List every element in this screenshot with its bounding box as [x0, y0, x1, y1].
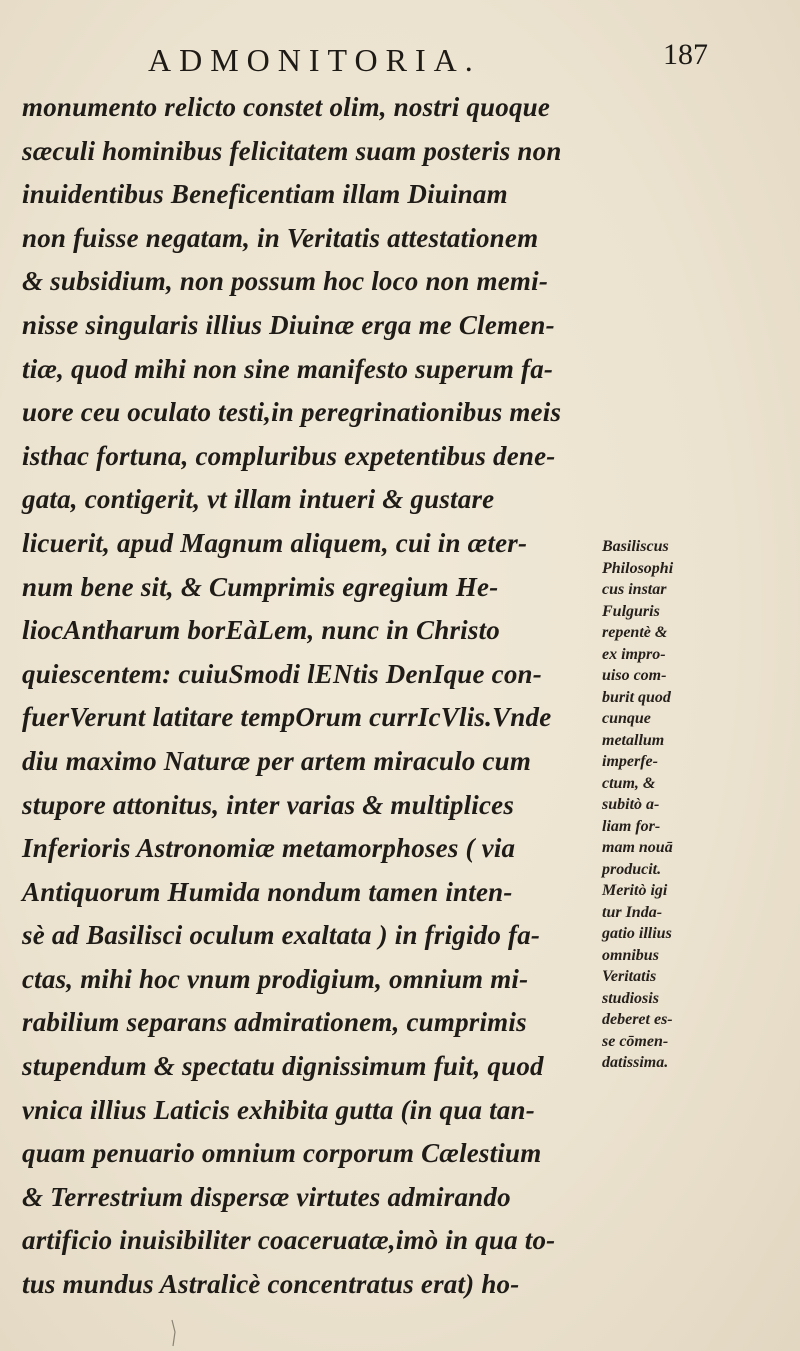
margin-line: uiso com- — [602, 667, 667, 684]
text-line: fuerVerunt latitare tempOrum currIcVlis.Vnde — [22, 702, 552, 733]
margin-line: deberet es- — [602, 1011, 673, 1028]
text-line: diu maximo Naturæ per artem miraculo cum — [22, 745, 532, 776]
margin-line: studiosis — [602, 989, 659, 1007]
text-line: num bene sit, & Cumprimis egregium He- — [22, 571, 499, 602]
margin-line: burit quod — [602, 688, 671, 706]
text-line: rabilium separans admirationem, cumprimis — [22, 1007, 527, 1038]
text-line: tiæ, quod mihi non sine manifesto superum fa- — [22, 353, 554, 384]
text-line: nisse singularis illius Diuinæ erga me Clemen- — [22, 309, 555, 340]
text-line: inuidentibus Beneficentiam illam Diuinam — [22, 179, 508, 210]
text-line: & Terrestrium dispersæ virtutes admirando — [22, 1181, 511, 1212]
margin-line: tur Inda- — [602, 903, 663, 921]
margin-line: Meritò igi — [602, 882, 668, 899]
text-line: licuerit, apud Magnum aliquem, cui in æter- — [22, 527, 528, 558]
text-line: quiescentem: cuiuSmodi lENtis DenIque con- — [22, 658, 542, 689]
running-head-title: ADMONITORIA. — [148, 42, 481, 78]
margin-line: cunque — [602, 710, 651, 727]
text-line: vnica illius Laticis exhibita gutta (in qua tan- — [22, 1094, 535, 1125]
text-line: Antiquorum Humida nondum tamen inten- — [22, 876, 513, 907]
marginal-note — [602, 536, 792, 1074]
margin-line: gatio illius — [602, 925, 672, 942]
text-line: stupendum & spectatu dignissimum fuit, quod — [22, 1051, 544, 1082]
text-line: liocAntharum borEàLem, nunc in Christo — [22, 615, 500, 646]
margin-line: subitò a- — [602, 796, 660, 813]
text-line: quam penuario omnium corporum Cælestium — [22, 1138, 542, 1169]
text-line: sæculi hominibus felicitatem suam posteris non — [22, 135, 562, 166]
text-line: non fuisse negatam, in Veritatis attestationem — [22, 222, 539, 253]
text-line: tus mundus Astralicè concentratus erat) ho- — [22, 1269, 520, 1300]
ink-mark — [168, 1318, 180, 1348]
margin-line: Philosophi — [602, 559, 674, 577]
text-line: ctas, mihi hoc vnum prodigium, omnium mi- — [22, 963, 529, 994]
margin-line: metallum — [602, 731, 665, 749]
margin-line: Basiliscus — [602, 538, 669, 555]
main-text-block — [22, 86, 582, 1307]
text-line: Inferioris Astronomiæ metamorphoses ( via — [22, 833, 516, 864]
text-line: sè ad Basilisci oculum exaltata ) in frigido fa- — [22, 920, 541, 951]
margin-line: datissima. — [602, 1054, 669, 1071]
margin-line: mam nouā — [602, 839, 673, 856]
text-line: & subsidium, non possum hoc loco non memi- — [22, 266, 549, 297]
margin-line: ex impro- — [602, 645, 666, 663]
page-number: 187 — [663, 38, 708, 71]
text-line: artificio inuisibiliter coaceruatæ,imò in qua to- — [22, 1225, 556, 1256]
text-line: monumento relicto constet olim, nostri quoque — [22, 92, 551, 122]
margin-line: ctum, & — [602, 774, 656, 792]
margin-line: omnibus — [602, 946, 659, 964]
margin-line: producit. — [602, 860, 662, 878]
margin-line: se cōmen- — [602, 1032, 669, 1050]
margin-line: repentè & — [602, 624, 668, 641]
text-line: stupore attonitus, inter varias & multiplices — [22, 789, 515, 820]
margin-line: imperfe- — [602, 753, 658, 770]
margin-line: Veritatis — [602, 968, 657, 985]
margin-line: liam for- — [602, 817, 661, 835]
margin-line: cus instar — [602, 581, 667, 598]
text-line: isthac fortuna, compluribus expetentibus dene- — [22, 440, 556, 471]
margin-line: Fulguris — [602, 602, 660, 620]
text-line: gata, contigerit, vt illam intueri & gustare — [22, 484, 495, 515]
text-line: uore ceu oculato testi,in peregrinationibus meis — [22, 397, 562, 428]
running-head — [148, 36, 708, 86]
